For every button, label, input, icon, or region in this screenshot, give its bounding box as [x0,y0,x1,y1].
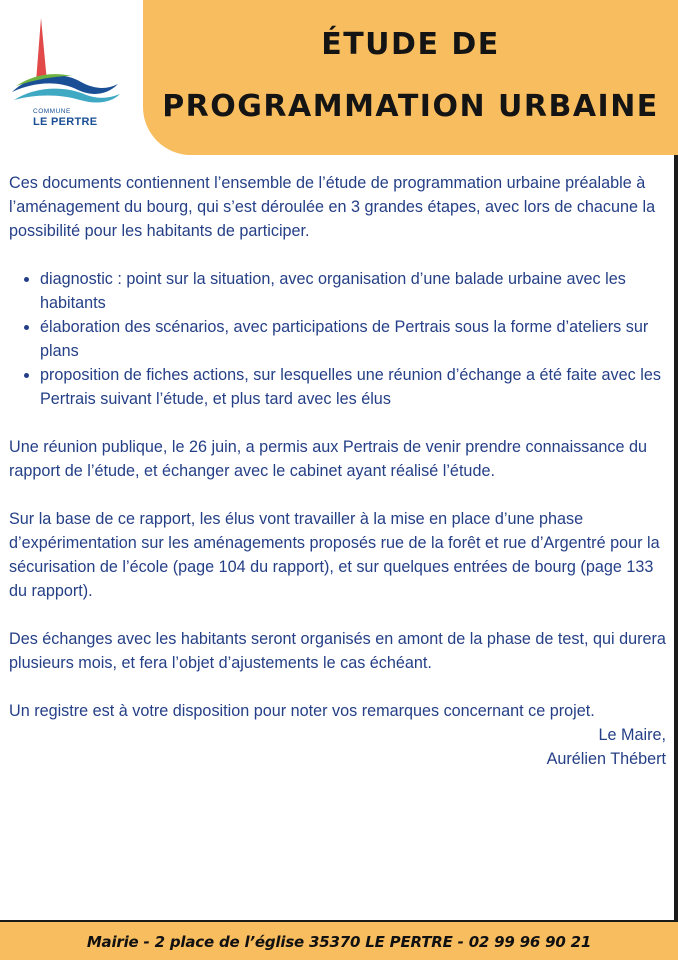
title-line-1: ÉTUDE DE [321,27,500,62]
footer-address: Mairie - 2 place de l’église 35370 LE PERTRE - 02 99 96 90 21 [86,933,592,951]
page-title [143,14,678,138]
document-body [9,171,669,771]
footer-bar [0,920,678,960]
list-item: • proposition de fiches actions, sur lesquelles une réunion d’échange a été faite avec les Pertrais suivant l’étude, et plus tard avec les élus [40,363,669,411]
register-paragraph: Un registre est à votre disposition pour noter vos remarques concernant ce projet. [9,702,595,720]
right-border [674,155,678,960]
signature-role: Le Maire, [598,726,666,744]
steps-list [9,267,669,411]
logo-emblem-icon [6,12,126,112]
exchanges-paragraph: Des échanges avec les habitants seront organisés en amont de la phase de test, qui durera plusieurs mois, et fera l’objet d’ajustements le cas échéant. [9,630,666,672]
list-item: • élaboration des scénarios, avec participations de Pertrais sous la forme d’ateliers sur plans [40,315,669,363]
list-item: • diagnostic : point sur la situation, avec organisation d’une balade urbaine avec les habitants [40,267,669,315]
logo-name: LE PERTRE [33,116,98,128]
signature-name: Aurélien Thébert [546,750,666,768]
commune-logo [6,12,126,127]
logo-small-label: COMMUNE [33,108,71,115]
experimentation-paragraph: Sur la base de ce rapport, les élus vont travailler à la mise en place d’une phase d’expérimentation sur les aménagements proposés rue de la forêt et rue d’Argentré pour la sécurisation de l’école (page 104 du rapport), et sur quelques entrées de bourg (page 133 du rapport). [9,510,660,600]
intro-paragraph: Ces documents contiennent l’ensemble de l’étude de programmation urbaine préalable à l’aménagement du bourg, qui s’est déroulée en 3 grandes étapes, avec lors de chacune la possibilité pour les habitants de participer. [9,174,656,240]
title-line-2: PROGRAMMATION URBAINE [162,89,659,124]
logo-caption [33,108,97,128]
meeting-paragraph: Une réunion publique, le 26 juin, a permis aux Pertrais de venir prendre connaissance du rapport de l’étude, et échanger avec le cabinet ayant réalisé l’étude. [9,438,647,480]
